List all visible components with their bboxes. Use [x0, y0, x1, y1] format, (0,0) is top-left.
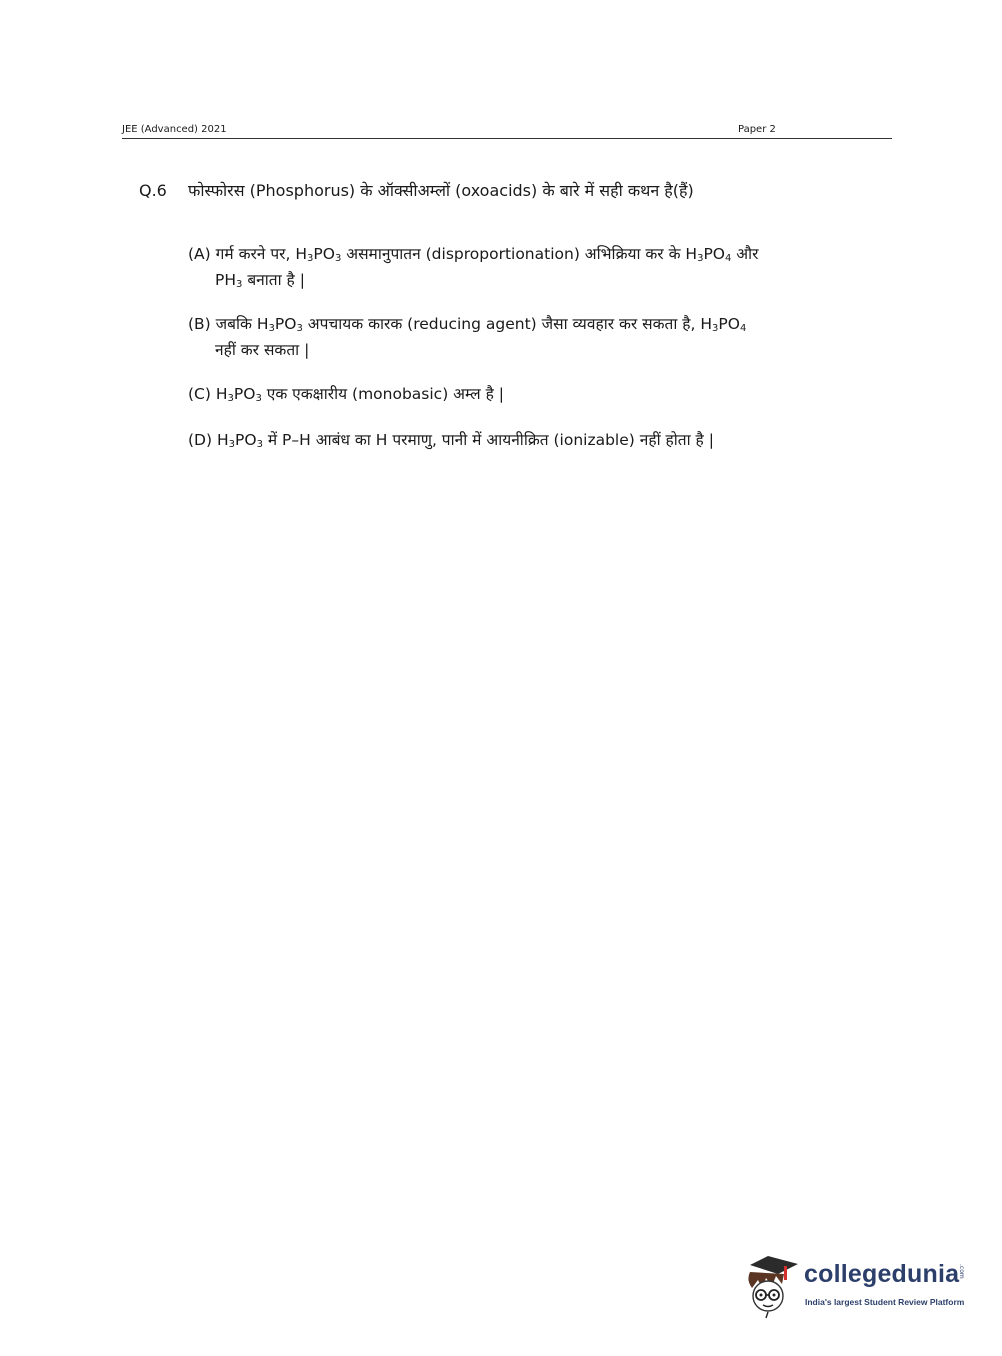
option-label: (D): [188, 431, 213, 449]
exam-title: JEE (Advanced) 2021: [122, 124, 227, 135]
collegedunia-logo: [744, 1250, 974, 1320]
option-b: [188, 311, 828, 363]
question-number: Q.6: [139, 181, 167, 200]
option-text-continued: $PH_3$ बनाता है |: [215, 271, 305, 290]
option-text: $H_3PO_3$ एक एकक्षारीय (monobasic) अम्ल है |: [215, 385, 504, 404]
option-a: [188, 241, 828, 293]
page-header: [122, 122, 892, 139]
question-stem: फोस्फोरस (Phosphorus) के ऑक्सीअम्लों (oxoacids) के बारे में सही कथन है(हैं): [188, 181, 694, 200]
option-label: (A): [188, 245, 211, 263]
brand-tagline: India's largest Student Review Platform: [805, 1297, 965, 1307]
option-text-continued: नहीं कर सकता |: [215, 341, 310, 359]
option-d: [188, 427, 828, 453]
option-label: (C): [188, 385, 211, 403]
paper-number: Paper 2: [738, 124, 776, 135]
option-label: (B): [188, 315, 211, 333]
option-c: [188, 381, 828, 407]
option-text: जबकि $H_3PO_3$ अपचायक कारक (reducing agent) जैसा व्यवहार कर सकता है, $H_3PO_4$: [215, 315, 747, 334]
option-text: $H_3PO_3$ में P–H आबंध का H परमाणु, पानी में आयनीक्रित (ionizable) नहीं होता है |: [216, 431, 714, 450]
brand-domain: .com: [958, 1264, 965, 1279]
option-text: गर्म करने पर, $H_3PO_3$ असमानुपातन (disproportionation) अभिक्रिया कर के $H_3PO_4$ और: [215, 245, 759, 264]
brand-name: collegedunia: [804, 1260, 960, 1288]
mascot-icon: [744, 1250, 802, 1320]
